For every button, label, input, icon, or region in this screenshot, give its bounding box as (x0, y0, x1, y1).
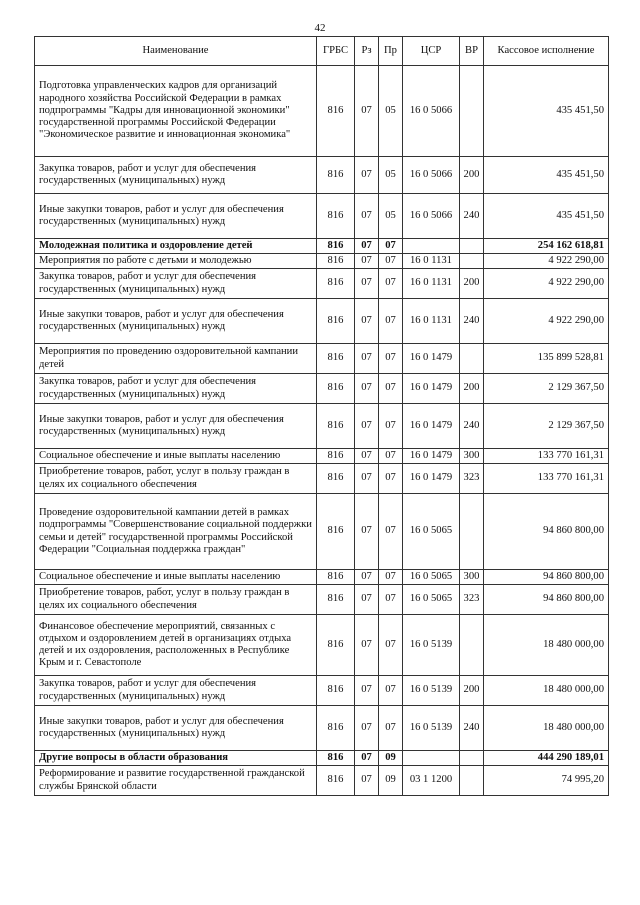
cell-pr: 07 (379, 570, 403, 585)
table-row (35, 344, 609, 374)
cell-pr: 07 (379, 585, 403, 615)
cell-cash-execution: 435 451,50 (484, 66, 609, 157)
cell-pr: 07 (379, 254, 403, 269)
cell-vr: 200 (460, 157, 484, 194)
table-row (35, 751, 609, 766)
cell-csr: 16 0 1479 (403, 464, 460, 494)
cell-rz: 07 (355, 585, 379, 615)
cell-name: Подготовка управленческих кадров для организаций народного хозяйства Российской Федерации в рамках подпрограммы "Кадры для инновационной экономики" государственной программы Российской Федерации "Экономическое развитие и инновационная экономика" (35, 66, 317, 157)
cell-csr: 16 0 5139 (403, 706, 460, 751)
cell-name: Приобретение товаров, работ, услуг в пользу граждан в целях их социального обеспечения (35, 585, 317, 615)
cell-csr: 16 0 5066 (403, 157, 460, 194)
cell-csr: 16 0 5065 (403, 585, 460, 615)
header-csr: ЦСР (403, 37, 460, 66)
cell-grbs: 816 (317, 766, 355, 796)
cell-name: Другие вопросы в области образования (35, 751, 317, 766)
cell-name: Молодежная политика и оздоровление детей (35, 239, 317, 254)
cell-pr: 07 (379, 706, 403, 751)
cell-cash-execution: 74 995,20 (484, 766, 609, 796)
cell-cash-execution: 4 922 290,00 (484, 254, 609, 269)
header-pr: Пр (379, 37, 403, 66)
table-row (35, 254, 609, 269)
cell-csr: 16 0 1479 (403, 344, 460, 374)
cell-vr (460, 615, 484, 676)
cell-name: Мероприятия по проведению оздоровительной кампании детей (35, 344, 317, 374)
cell-name: Социальное обеспечение и иные выплаты населению (35, 449, 317, 464)
cell-rz: 07 (355, 449, 379, 464)
cell-csr: 16 0 5139 (403, 676, 460, 706)
cell-csr (403, 751, 460, 766)
cell-name: Иные закупки товаров, работ и услуг для обеспечения государственных (муниципальных) нужд (35, 404, 317, 449)
cell-csr: 16 0 5139 (403, 615, 460, 676)
cell-grbs: 816 (317, 374, 355, 404)
cell-grbs: 816 (317, 751, 355, 766)
cell-vr: 200 (460, 374, 484, 404)
table-row (35, 66, 609, 157)
cell-vr (460, 344, 484, 374)
cell-cash-execution: 133 770 161,31 (484, 464, 609, 494)
cell-rz: 07 (355, 157, 379, 194)
cell-name: Приобретение товаров, работ, услуг в пользу граждан в целях их социального обеспечения (35, 464, 317, 494)
table-row (35, 494, 609, 570)
cell-grbs: 816 (317, 66, 355, 157)
header-vr: ВР (460, 37, 484, 66)
table-row (35, 449, 609, 464)
cell-csr (403, 239, 460, 254)
cell-cash-execution: 444 290 189,01 (484, 751, 609, 766)
cell-rz: 07 (355, 751, 379, 766)
budget-execution-table (34, 36, 609, 796)
table-row (35, 269, 609, 299)
page-number: 42 (314, 22, 326, 34)
table-row (35, 404, 609, 449)
header-cash-execution: Кассовое исполнение (484, 37, 609, 66)
cell-vr: 200 (460, 269, 484, 299)
cell-rz: 07 (355, 615, 379, 676)
cell-name: Социальное обеспечение и иные выплаты населению (35, 570, 317, 585)
cell-rz: 07 (355, 269, 379, 299)
cell-csr: 16 0 1131 (403, 254, 460, 269)
cell-pr: 05 (379, 66, 403, 157)
cell-rz: 07 (355, 404, 379, 449)
cell-cash-execution: 18 480 000,00 (484, 706, 609, 751)
cell-grbs: 816 (317, 585, 355, 615)
cell-pr: 09 (379, 751, 403, 766)
cell-cash-execution: 435 451,50 (484, 194, 609, 239)
cell-name: Финансовое обеспечение мероприятий, связанных с отдыхом и оздоровлением детей в организациях отдыха детей и их оздоровления, расположенных в Республике Крым и г. Севастополе (35, 615, 317, 676)
cell-pr: 07 (379, 615, 403, 676)
cell-rz: 07 (355, 374, 379, 404)
cell-pr: 09 (379, 766, 403, 796)
cell-rz: 07 (355, 194, 379, 239)
table-row (35, 464, 609, 494)
cell-name: Закупка товаров, работ и услуг для обеспечения государственных (муниципальных) нужд (35, 269, 317, 299)
cell-rz: 07 (355, 570, 379, 585)
cell-name: Иные закупки товаров, работ и услуг для обеспечения государственных (муниципальных) нужд (35, 299, 317, 344)
cell-grbs: 816 (317, 494, 355, 570)
cell-pr: 07 (379, 239, 403, 254)
cell-grbs: 816 (317, 194, 355, 239)
cell-name: Мероприятия по работе с детьми и молодежью (35, 254, 317, 269)
table-row (35, 194, 609, 239)
cell-grbs: 816 (317, 676, 355, 706)
cell-cash-execution: 2 129 367,50 (484, 404, 609, 449)
table-row (35, 299, 609, 344)
cell-name: Реформирование и развитие государственной гражданской службы Брянской области (35, 766, 317, 796)
cell-rz: 07 (355, 464, 379, 494)
cell-grbs: 816 (317, 404, 355, 449)
cell-pr: 07 (379, 464, 403, 494)
cell-cash-execution: 2 129 367,50 (484, 374, 609, 404)
table-row (35, 239, 609, 254)
cell-rz: 07 (355, 766, 379, 796)
cell-vr: 323 (460, 585, 484, 615)
cell-grbs: 816 (317, 344, 355, 374)
cell-pr: 07 (379, 404, 403, 449)
cell-name: Проведение оздоровительной кампании детей в рамках подпрограммы "Совершенствование социальной поддержки семьи и детей" государственной программы Российской Федерации "Социальная поддержка граждан" (35, 494, 317, 570)
cell-cash-execution: 94 860 800,00 (484, 585, 609, 615)
cell-vr: 200 (460, 676, 484, 706)
cell-rz: 07 (355, 239, 379, 254)
cell-vr (460, 239, 484, 254)
table-row (35, 570, 609, 585)
cell-rz: 07 (355, 706, 379, 751)
cell-csr: 16 0 1479 (403, 449, 460, 464)
cell-pr: 07 (379, 269, 403, 299)
cell-pr: 07 (379, 344, 403, 374)
cell-cash-execution: 254 162 618,81 (484, 239, 609, 254)
cell-csr: 16 0 5066 (403, 66, 460, 157)
cell-grbs: 816 (317, 157, 355, 194)
cell-grbs: 816 (317, 464, 355, 494)
cell-cash-execution: 435 451,50 (484, 157, 609, 194)
cell-cash-execution: 18 480 000,00 (484, 615, 609, 676)
cell-name: Закупка товаров, работ и услуг для обеспечения государственных (муниципальных) нужд (35, 676, 317, 706)
cell-vr (460, 751, 484, 766)
cell-vr: 323 (460, 464, 484, 494)
table-row (35, 766, 609, 796)
cell-name: Иные закупки товаров, работ и услуг для обеспечения государственных (муниципальных) нужд (35, 706, 317, 751)
cell-rz: 07 (355, 494, 379, 570)
cell-csr: 03 1 1200 (403, 766, 460, 796)
table-row (35, 374, 609, 404)
table-row (35, 676, 609, 706)
cell-cash-execution: 94 860 800,00 (484, 570, 609, 585)
cell-rz: 07 (355, 254, 379, 269)
cell-vr (460, 66, 484, 157)
table-header-row (35, 37, 609, 66)
header-name: Наименование (35, 37, 317, 66)
cell-cash-execution: 18 480 000,00 (484, 676, 609, 706)
header-grbs: ГРБС (317, 37, 355, 66)
cell-csr: 16 0 1479 (403, 374, 460, 404)
cell-vr: 240 (460, 194, 484, 239)
cell-grbs: 816 (317, 706, 355, 751)
cell-vr: 300 (460, 570, 484, 585)
header-rz: Рз (355, 37, 379, 66)
cell-vr: 240 (460, 706, 484, 751)
cell-csr: 16 0 1131 (403, 269, 460, 299)
cell-vr (460, 766, 484, 796)
table-body (35, 66, 609, 796)
cell-vr (460, 494, 484, 570)
cell-grbs: 816 (317, 570, 355, 585)
cell-grbs: 816 (317, 449, 355, 464)
cell-grbs: 816 (317, 254, 355, 269)
cell-pr: 07 (379, 299, 403, 344)
cell-name: Закупка товаров, работ и услуг для обеспечения государственных (муниципальных) нужд (35, 374, 317, 404)
cell-csr: 16 0 5065 (403, 570, 460, 585)
cell-csr: 16 0 5065 (403, 494, 460, 570)
cell-csr: 16 0 1479 (403, 404, 460, 449)
cell-grbs: 816 (317, 269, 355, 299)
cell-rz: 07 (355, 299, 379, 344)
table-row (35, 706, 609, 751)
cell-rz: 07 (355, 344, 379, 374)
cell-csr: 16 0 1131 (403, 299, 460, 344)
cell-name: Закупка товаров, работ и услуг для обеспечения государственных (муниципальных) нужд (35, 157, 317, 194)
cell-name: Иные закупки товаров, работ и услуг для обеспечения государственных (муниципальных) нужд (35, 194, 317, 239)
cell-cash-execution: 133 770 161,31 (484, 449, 609, 464)
cell-pr: 07 (379, 374, 403, 404)
cell-vr: 240 (460, 299, 484, 344)
cell-rz: 07 (355, 676, 379, 706)
cell-csr: 16 0 5066 (403, 194, 460, 239)
cell-grbs: 816 (317, 299, 355, 344)
table-row (35, 615, 609, 676)
cell-vr (460, 254, 484, 269)
cell-cash-execution: 4 922 290,00 (484, 269, 609, 299)
cell-pr: 07 (379, 449, 403, 464)
table-row (35, 585, 609, 615)
cell-pr: 07 (379, 494, 403, 570)
cell-cash-execution: 135 899 528,81 (484, 344, 609, 374)
cell-pr: 05 (379, 194, 403, 239)
cell-vr: 300 (460, 449, 484, 464)
cell-pr: 05 (379, 157, 403, 194)
table-row (35, 157, 609, 194)
cell-vr: 240 (460, 404, 484, 449)
cell-pr: 07 (379, 676, 403, 706)
cell-cash-execution: 4 922 290,00 (484, 299, 609, 344)
cell-grbs: 816 (317, 615, 355, 676)
cell-rz: 07 (355, 66, 379, 157)
cell-grbs: 816 (317, 239, 355, 254)
cell-cash-execution: 94 860 800,00 (484, 494, 609, 570)
